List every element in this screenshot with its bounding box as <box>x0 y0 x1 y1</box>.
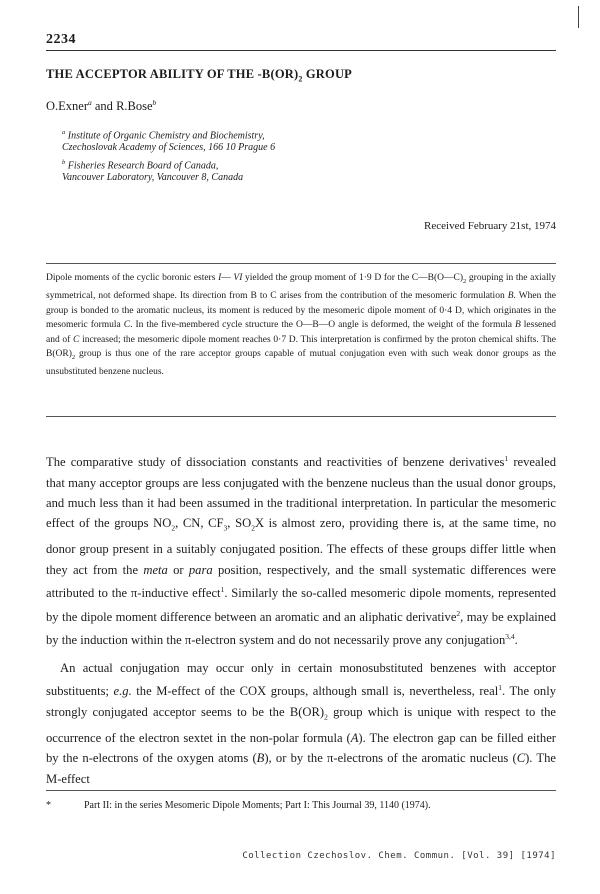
body-paragraph-1: The comparative study of dissociation constants and reactivities of benzene derivatives$^1$ revealed that many acceptor groups are less conjugated with the benzene nucleus than the usual donor groups, and much less than it had been assumed in the traditional interpretation. In particular the mesomeric effect of the groups $NO_2$, CN, $CF_3$, $SO_2X$ is almost zero, providing there is, at the same time, no donor group present in a suitably conjugated position. The effects of these groups differ little when they act from the meta or para position, respectively, and the small systematic differences were attributed to the π-inductive effect$^1$. Similarly the so-called mesomeric dipole moments, represented by the dipole moment difference between an aromatic and an aliphatic derivative$^2$, may be explained by the induction within the π-electron system and do not necessarily prove any conjugation$^{3,4}$. <box>46 454 556 648</box>
scan-edge-mark <box>578 6 579 28</box>
affiliation-line: Czechoslovak Academy of Sciences, 166 10 Prague 6 <box>62 142 276 153</box>
footnote-rule <box>46 790 556 791</box>
authors-line: O.Exner$^a$ and R.Bose$^b$ <box>46 98 157 114</box>
running-footer: Collection Czechoslov. Chem. Commun. [Vol. 39] [1974] <box>242 851 556 861</box>
affiliation-line: Vancouver Laboratory, Vancouver 8, Canada <box>62 172 244 183</box>
page-number: 2234 <box>46 32 76 47</box>
abstract-top-rule <box>46 263 556 264</box>
header-rule <box>46 50 556 51</box>
affiliation-line: $^b$ Fisheries Research Board of Canada, <box>62 159 219 172</box>
footnote: * Part II: in the series Mesomeric Dipole Moments; Part I: This Journal 39, 1140 (1974). <box>46 800 431 811</box>
abstract: Dipole moments of the cyclic boronic esters I— VI yielded the group moment of 1·9 D for the $C—B(O—C)_2$ grouping in the axially symmetrical, not deformed shape. Its direction from B to C arises from the contribution of the mesomeric formulation B. When the group is bonded to the aromatic nucleus, its moment is reduced by the mesomeric dipole moment of 0·4 D, which originates in the mesomeric formula C. In the five-membered cycle structure the O—B—O angle is deformed, the weight of the formula B lessened and of C increased; the mesomeric dipole moment reaches 0·7 D. This interpretation is confirmed by the proton chemical shifts. The $B(OR)_2$ group is thus one of the rare acceptor groups capable of mutual conjugation even with such weak donor groups as the unsubstituted benzene nucleus. <box>46 273 557 378</box>
abstract-bottom-rule <box>46 416 556 417</box>
author-bose: R.Bose <box>116 99 153 114</box>
author-exner: O.Exner <box>46 99 88 114</box>
affiliation-line: $^a$ Institute of Organic Chemistry and Biochemistry, <box>62 129 265 142</box>
article-title: THE ACCEPTOR ABILITY OF THE $-B(OR)_2$ GROUP <box>46 67 353 84</box>
received-date: Received February 21st, 1974 <box>424 220 556 232</box>
body-paragraph-2: An actual conjugation may occur only in certain monosubstituted benzenes with acceptor substituents; e.g. the M-effect of the COX groups, although small is, nevertheless, real$^1$. The only strongly conjugated acceptor seems to be the $B(OR)_2$ group which is unique with respect to the occurrence of the electron sextet in the non-polar formula (A). The electron gap can be filled either by the n-electrons of the oxygen atoms (B), or by the π-electrons of the aromatic nucleus (C). The M-effect <box>46 661 557 786</box>
